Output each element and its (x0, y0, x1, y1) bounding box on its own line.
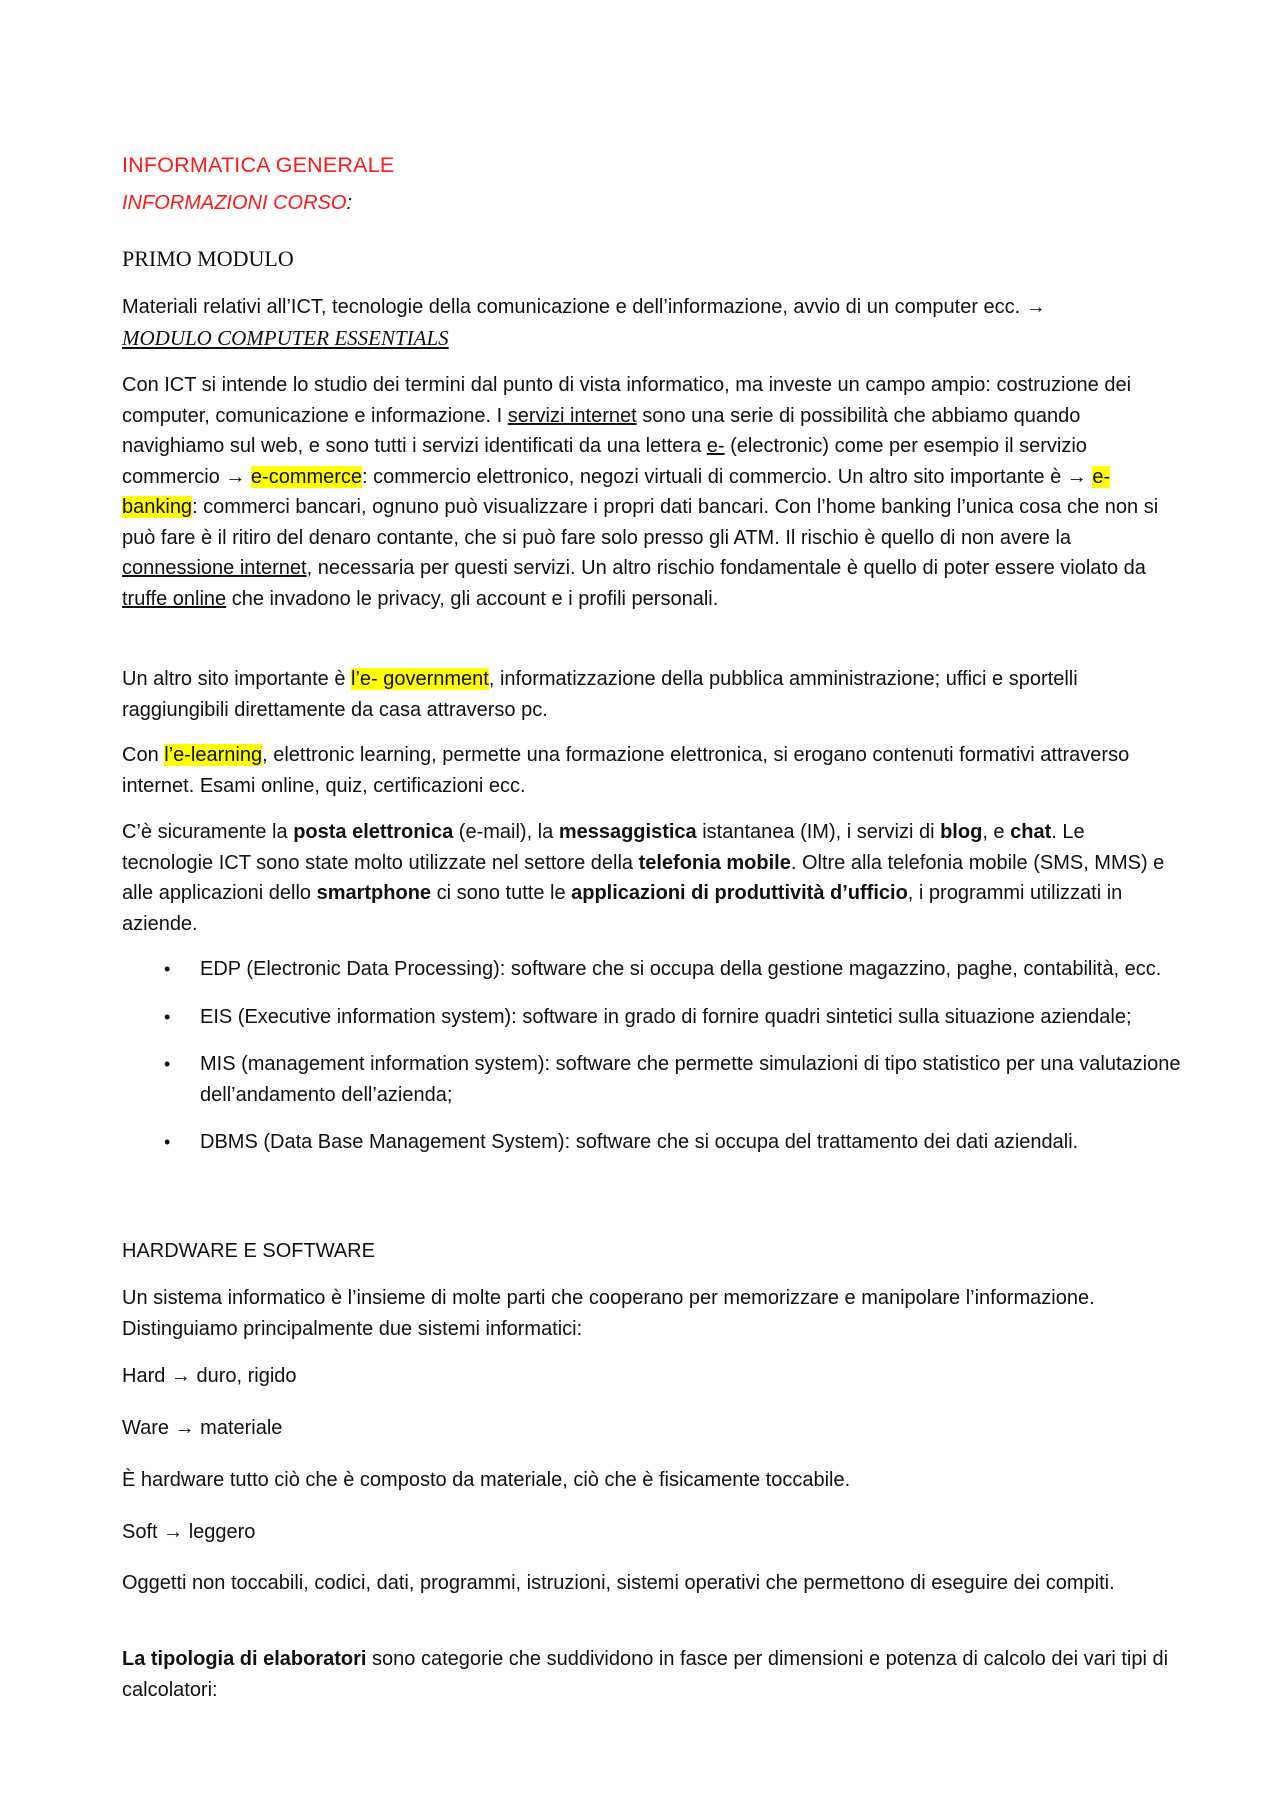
subtitle-suffix: : (346, 192, 353, 214)
e-prefix-underlined: e- (706, 435, 725, 457)
intro-text: Materiali relativi all’ICT, tecnologie della comunicazione e dell’informazione, avvio di un computer ecc. (122, 296, 1026, 318)
applicazioni-produttivita-bold: applicazioni di produttività d’ufficio (571, 882, 908, 904)
subtitle (122, 188, 352, 219)
chat-bold: chat (1010, 821, 1052, 843)
posta-text-a5: . Le tecnologie ICT sono state molto utilizzate nel settore della (122, 821, 1085, 874)
list-item-dbms (122, 1127, 1182, 1158)
posta-text-a2: (e-mail), la (453, 821, 559, 843)
software-list (122, 954, 1182, 1158)
learn-text-a: Con (122, 744, 165, 766)
servizi-internet-underlined: servizi internet (507, 404, 637, 427)
tipologia-paragraph (122, 1644, 1172, 1705)
blog-bold: blog (940, 821, 983, 843)
posta-text-a: C’è sicuramente la (122, 821, 294, 843)
e-government-paragraph (122, 664, 1172, 725)
arrow-icon: → (1025, 296, 1046, 318)
messaggistica-bold: messaggistica (558, 821, 697, 843)
posta-elettronica-bold: posta elettronica (293, 821, 454, 843)
hardware-software-heading: HARDWARE E SOFTWARE (122, 1240, 375, 1262)
ict-text-a: Con ICT si intende lo studio dei termini dal punto di vista informatico, ma investe un campo ampio: costruzione dei computer, comunicazione e informazione. I (122, 374, 1132, 427)
sistema-paragraph: Un sistema informatico è l’insieme di molte parti che cooperano per memorizzare e manipolare l’informazione. Distinguiamo principalmente due sistemi informatici: (122, 1287, 1095, 1340)
e-learning-paragraph (122, 740, 1172, 801)
bullet-icon: • (164, 1006, 171, 1027)
learn-text-b: , elettronic learning, permette una formazione elettronica, si erogano contenuti formativi attraverso internet. Esami online, quiz, certificazioni ecc. (122, 744, 1130, 797)
subtitle-label: INFORMAZIONI CORSO (122, 192, 347, 214)
gov-text-a: Un altro sito importante è (122, 668, 351, 690)
list-item-text: DBMS (Data Base Management System): software che si occupa del trattamento dei dati aziendali. (200, 1131, 1079, 1153)
tipologia-text: sono categorie che suddividono in fasce per dimensioni e potenza di calcolo dei vari tipi di calcolatori: (122, 1648, 1169, 1701)
page-title: INFORMATICA GENERALE (122, 153, 395, 177)
ict-text-b: sono una serie di possibilità che abbiamo quando navighiamo sul web, e sono tutti i servizi identificati da una lettera (122, 404, 1081, 457)
ict-text-d: : commercio elettronico, negozi virtuali di commercio. Un altro sito importante è → (362, 465, 1093, 488)
e-learning-highlight: l’e-learning (164, 744, 263, 766)
e-government-highlight: l’e- government (351, 668, 489, 690)
intro-paragraph (122, 292, 1172, 354)
bullet-icon: • (164, 1132, 171, 1152)
ict-text-c: (electronic) come per esempio il servizio commercio → (122, 435, 1087, 488)
posta-text-a4: , e (982, 821, 1011, 843)
e-banking-highlight: e-banking (122, 465, 1111, 518)
posta-text-a8: , i programmi utilizzati in aziende. (122, 882, 1123, 935)
ict-text-e: : commerci bancari, ognuno può visualizzare i propri dati bancari. Con l’home banking l’unica cosa che non si può fare è il ritiro del denaro contante, che si può fare solo presso gli ATM. Il rischio è quello di non avere la (122, 496, 1159, 549)
list-item-text: EIS (Executive information system): software in grado di fornire quadri sintetici sulla situazione aziendale; (200, 1005, 1132, 1028)
soft-definition: Soft → leggero (122, 1521, 256, 1543)
telefonia-mobile-bold: telefonia mobile (638, 851, 791, 874)
smartphone-bold: smartphone (316, 882, 432, 904)
ict-text-f: , necessaria per questi servizi. Un altro rischio fondamentale è quello di poter essere violato da (306, 557, 1146, 579)
posta-text-a3: istantanea (IM), i servizi di (696, 821, 941, 843)
tipologia-bold: La tipologia di elaboratori (122, 1648, 367, 1670)
bullet-icon: • (164, 1054, 171, 1074)
ict-text-g: che invadono le privacy, gli account e i profili personali. (226, 587, 719, 610)
truffe-online-underlined: truffe online (122, 587, 227, 610)
module-heading: PRIMO MODULO (122, 246, 294, 271)
ware-definition: Ware → materiale (122, 1417, 283, 1439)
ict-paragraph (122, 370, 1172, 614)
list-item-edp (122, 954, 1182, 985)
posta-text-a6: . Oltre alla telefonia mobile (SMS, MMS) e alle applicazioni dello (122, 851, 1165, 904)
oggetti-paragraph: Oggetti non toccabili, codici, dati, programmi, istruzioni, sistemi operativi che permettono di eseguire dei compiti. (122, 1572, 1115, 1594)
posta-paragraph (122, 817, 1172, 939)
gov-text-b: , informatizzazione della pubblica amministrazione; uffici e sportelli raggiungibili direttamente da casa attraverso pc. (122, 668, 1078, 721)
list-item-mis (122, 1049, 1182, 1110)
list-item-text: EDP (Electronic Data Processing): software che si occupa della gestione magazzino, paghe, contabilità, ecc. (200, 958, 1162, 980)
hard-definition: Hard → duro, rigido (122, 1365, 297, 1387)
module-link[interactable]: MODULO COMPUTER ESSENTIALS (122, 325, 449, 350)
hardware-paragraph: È hardware tutto ciò che è composto da materiale, ciò che è fisicamente toccabile. (122, 1469, 851, 1491)
e-commerce-highlight: e-commerce (250, 465, 363, 488)
bullet-icon: • (164, 959, 171, 979)
posta-text-a7: ci sono tutte le (431, 882, 572, 904)
list-item-text: MIS (management information system): software che permette simulazioni di tipo statistico per una valutazione dell’andamento dell’azienda; (200, 1053, 1181, 1106)
list-item-eis (122, 1002, 1182, 1033)
connessione-internet-underlined: connessione internet (122, 557, 307, 579)
